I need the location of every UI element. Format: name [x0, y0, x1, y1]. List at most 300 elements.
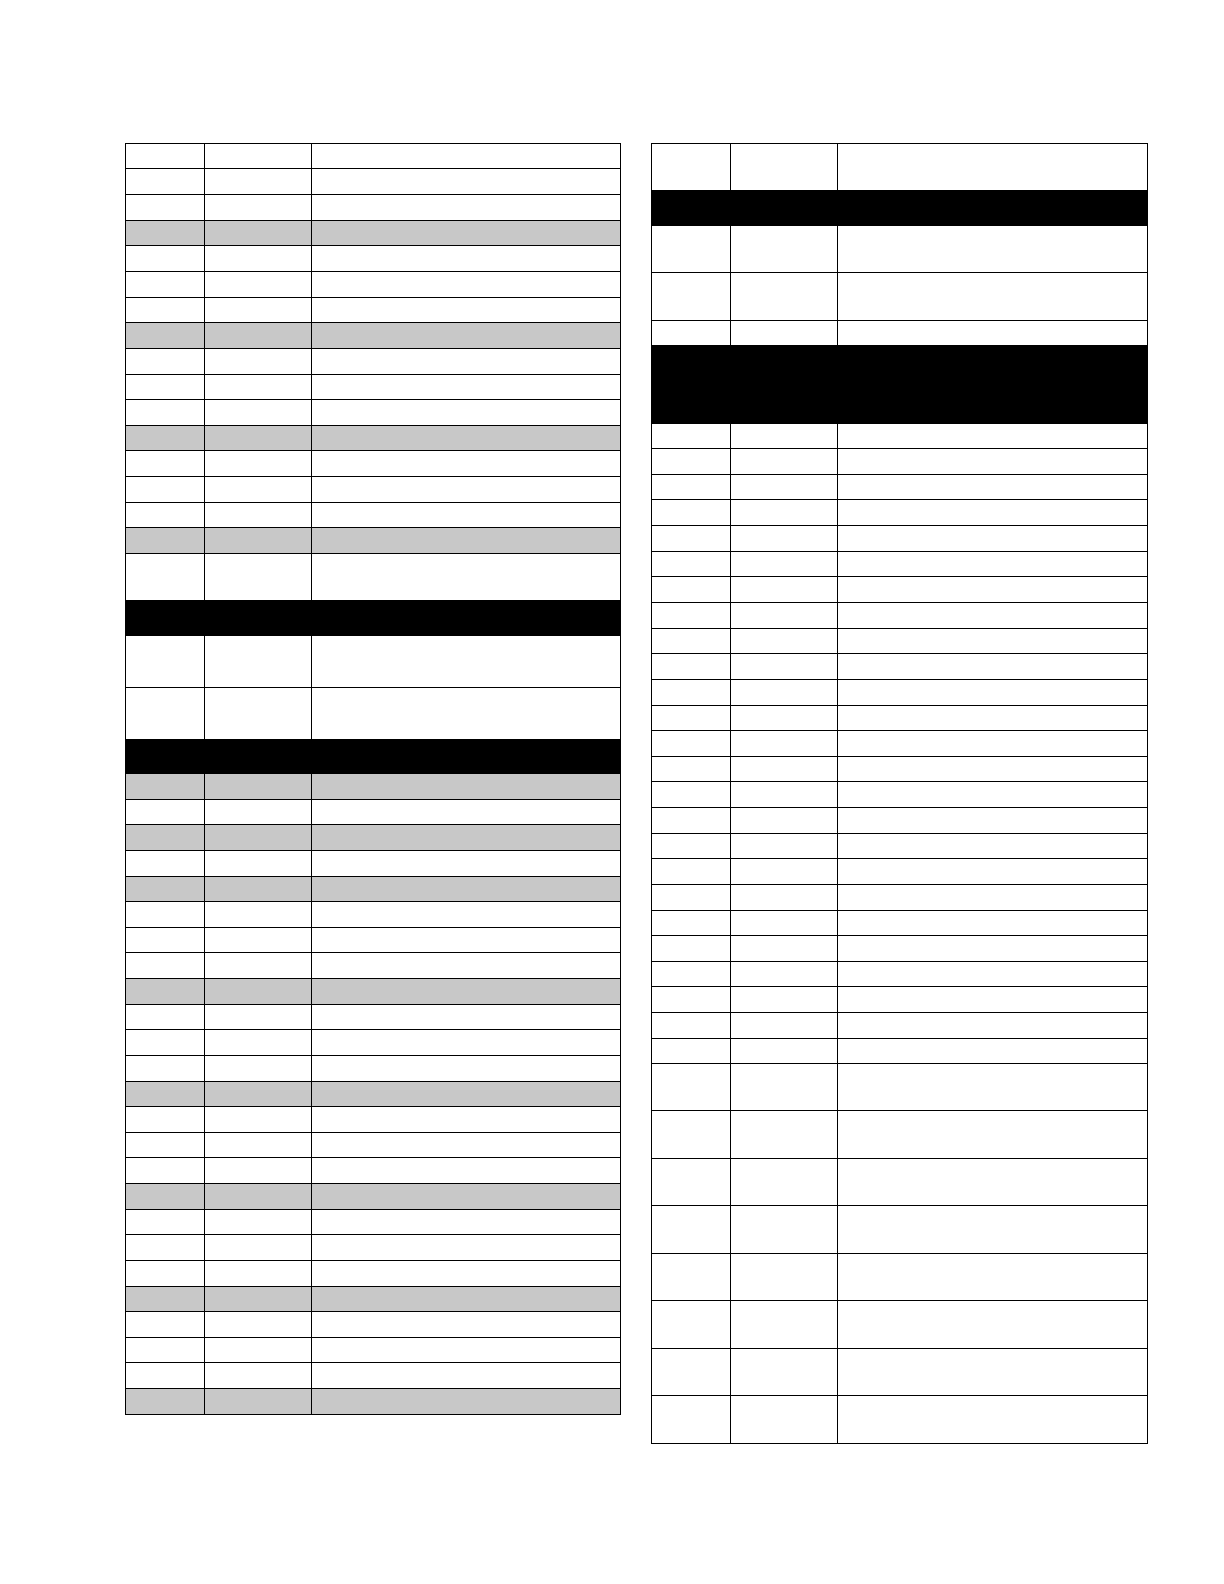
left-cell-col1	[126, 928, 205, 953]
right-row-plain	[652, 603, 1148, 629]
right-cell-col1	[652, 1206, 731, 1254]
right-row-plain	[652, 226, 1148, 273]
left-cell-col1	[126, 1210, 205, 1235]
left-cell-col3	[312, 1312, 621, 1338]
left-cell-col3	[312, 774, 621, 800]
right-cell-col1	[652, 885, 731, 911]
right-cell-col3	[838, 859, 1148, 885]
left-row-shaded	[126, 426, 621, 451]
right-cell-col3	[838, 680, 1148, 706]
right-cell-col2	[731, 629, 838, 654]
left-row-plain	[126, 1056, 621, 1082]
right-cell-col1	[652, 273, 731, 321]
left-cell-col1	[126, 1287, 205, 1312]
right-row-plain	[652, 1159, 1148, 1206]
right-row-plain	[652, 475, 1148, 500]
left-cell-col2	[205, 323, 312, 349]
left-row-plain	[126, 1235, 621, 1261]
right-cell-col2	[731, 859, 838, 885]
left-cell-col1	[126, 272, 205, 298]
right-cell-col1	[652, 526, 731, 552]
right-cell-col3	[838, 731, 1148, 757]
left-cell-col3	[312, 636, 621, 688]
left-cell-col1	[126, 221, 205, 246]
right-cell-col3	[838, 577, 1148, 603]
right-row-plain	[652, 885, 1148, 911]
right-cell-col2	[731, 808, 838, 834]
right-cell-col1	[652, 936, 731, 962]
left-row-plain	[126, 349, 621, 375]
left-row-plain	[126, 928, 621, 953]
left-row-plain	[126, 1312, 621, 1338]
left-row-plain	[126, 400, 621, 426]
right-cell-col1	[652, 706, 731, 731]
left-cell-col1	[126, 503, 205, 528]
left-cell-col2	[205, 774, 312, 800]
right-row-plain	[652, 1349, 1148, 1396]
left-cell-col1	[126, 1133, 205, 1158]
right-cell-col1	[652, 808, 731, 834]
right-cell-col2	[731, 500, 838, 526]
left-cell-col1	[126, 246, 205, 272]
left-row-shaded	[126, 774, 621, 800]
right-cell-col1	[652, 1013, 731, 1039]
left-cell-col1	[126, 877, 205, 902]
right-cell-col1	[652, 577, 731, 603]
left-cell-col1	[126, 400, 205, 426]
left-cell-col1	[126, 1261, 205, 1287]
right-row-plain	[652, 654, 1148, 680]
right-row-plain	[652, 808, 1148, 834]
left-cell-col2	[205, 1082, 312, 1107]
right-cell-col1	[652, 1254, 731, 1301]
left-row-plain	[126, 554, 621, 601]
right-cell-col1	[652, 1349, 731, 1396]
right-cell-col3	[838, 552, 1148, 577]
left-cell-col3	[312, 928, 621, 953]
right-cell-col1	[652, 424, 731, 449]
left-cell-col2	[205, 1338, 312, 1363]
right-cell-col1	[652, 321, 731, 346]
right-cell-col3	[838, 706, 1148, 731]
right-row-plain	[652, 449, 1148, 475]
right-cell-col3	[838, 603, 1148, 629]
left-row-plain	[126, 477, 621, 503]
right-cell-col1	[652, 1301, 731, 1349]
right-cell-col2	[731, 1159, 838, 1206]
right-cell-col1	[652, 144, 731, 191]
left-row-shaded	[126, 1184, 621, 1210]
left-row-plain	[126, 800, 621, 825]
left-cell-col1	[126, 1158, 205, 1184]
right-cell-col1	[652, 603, 731, 629]
left-cell-col2	[205, 144, 312, 169]
right-cell-col3	[838, 500, 1148, 526]
left-cell-col1	[126, 953, 205, 979]
left-cell-col2	[205, 503, 312, 528]
right-cell-col3	[838, 226, 1148, 273]
left-row-plain	[126, 503, 621, 528]
right-cell-col2	[731, 987, 838, 1013]
right-row-plain	[652, 680, 1148, 706]
left-row-shaded	[126, 825, 621, 851]
left-cell-col2	[205, 221, 312, 246]
left-cell-col1	[126, 477, 205, 503]
left-cell-col3	[312, 144, 621, 169]
left-cell-col2	[205, 298, 312, 323]
left-cell-col2	[205, 877, 312, 902]
left-cell-col3	[312, 1338, 621, 1363]
right-cell-col1	[652, 449, 731, 475]
left-cell-col2	[205, 1030, 312, 1056]
left-row-shaded	[126, 1082, 621, 1107]
right-cell-col2	[731, 885, 838, 911]
left-cell-col2	[205, 1235, 312, 1261]
right-cell-col2	[731, 449, 838, 475]
left-cell-col2	[205, 246, 312, 272]
right-row-plain	[652, 629, 1148, 654]
left-row-dark	[126, 740, 621, 774]
right-row-plain	[652, 706, 1148, 731]
left-cell-col2	[205, 1184, 312, 1210]
left-cell-col1	[126, 451, 205, 477]
left-row-plain	[126, 636, 621, 688]
right-cell-col3	[838, 987, 1148, 1013]
left-cell-col3	[312, 400, 621, 426]
left-cell-col3	[312, 195, 621, 221]
right-row-plain	[652, 962, 1148, 987]
left-cell-col1	[126, 902, 205, 928]
right-section-bar	[652, 346, 1148, 424]
right-cell-col2	[731, 1396, 838, 1444]
left-cell-col1	[126, 979, 205, 1005]
right-row-dark	[652, 191, 1148, 226]
right-row-plain	[652, 987, 1148, 1013]
left-cell-col2	[205, 1056, 312, 1082]
right-cell-col2	[731, 936, 838, 962]
left-cell-col2	[205, 800, 312, 825]
right-row-plain	[652, 1039, 1148, 1064]
right-cell-col2	[731, 1111, 838, 1159]
left-cell-col2	[205, 636, 312, 688]
right-cell-col2	[731, 577, 838, 603]
left-row-plain	[126, 851, 621, 877]
left-cell-col3	[312, 451, 621, 477]
right-cell-col1	[652, 987, 731, 1013]
left-cell-col2	[205, 1005, 312, 1030]
right-cell-col1	[652, 1159, 731, 1206]
right-cell-col1	[652, 1064, 731, 1111]
right-cell-col2	[731, 1013, 838, 1039]
right-cell-col2	[731, 226, 838, 273]
left-row-plain	[126, 169, 621, 195]
left-cell-col2	[205, 953, 312, 979]
right-cell-col1	[652, 782, 731, 808]
right-cell-col2	[731, 1039, 838, 1064]
left-cell-col1	[126, 375, 205, 400]
left-cell-col2	[205, 169, 312, 195]
left-cell-col3	[312, 528, 621, 554]
left-row-plain	[126, 144, 621, 169]
left-cell-col2	[205, 1389, 312, 1415]
left-cell-col3	[312, 298, 621, 323]
left-cell-col3	[312, 688, 621, 740]
left-cell-col2	[205, 195, 312, 221]
left-cell-col2	[205, 528, 312, 554]
right-cell-col3	[838, 1064, 1148, 1111]
right-cell-col3	[838, 834, 1148, 859]
left-cell-col3	[312, 800, 621, 825]
right-row-plain	[652, 424, 1148, 449]
left-cell-col2	[205, 451, 312, 477]
left-grid-body	[126, 144, 621, 1415]
left-cell-col2	[205, 1287, 312, 1312]
left-cell-col3	[312, 272, 621, 298]
right-grid-table	[651, 143, 1148, 1444]
left-cell-col1	[126, 349, 205, 375]
right-cell-col2	[731, 680, 838, 706]
right-cell-col3	[838, 1206, 1148, 1254]
right-cell-col3	[838, 885, 1148, 911]
left-row-plain	[126, 1133, 621, 1158]
left-cell-col3	[312, 851, 621, 877]
right-cell-col3	[838, 1013, 1148, 1039]
right-cell-col1	[652, 757, 731, 782]
left-cell-col3	[312, 1056, 621, 1082]
left-row-plain	[126, 1338, 621, 1363]
left-cell-col3	[312, 221, 621, 246]
left-cell-col3	[312, 1363, 621, 1389]
left-cell-col3	[312, 1133, 621, 1158]
left-grid-table	[125, 143, 621, 1415]
left-cell-col1	[126, 1363, 205, 1389]
left-cell-col2	[205, 272, 312, 298]
right-cell-col1	[652, 226, 731, 273]
left-cell-col3	[312, 902, 621, 928]
left-section-bar	[126, 740, 621, 774]
right-row-plain	[652, 144, 1148, 191]
right-row-plain	[652, 1111, 1148, 1159]
left-cell-col1	[126, 426, 205, 451]
left-cell-col3	[312, 1082, 621, 1107]
left-cell-col1	[126, 688, 205, 740]
left-cell-col3	[312, 877, 621, 902]
right-cell-col3	[838, 526, 1148, 552]
left-cell-col3	[312, 1389, 621, 1415]
right-cell-col2	[731, 731, 838, 757]
right-cell-col1	[652, 962, 731, 987]
right-cell-col2	[731, 706, 838, 731]
right-cell-col2	[731, 526, 838, 552]
right-row-plain	[652, 911, 1148, 936]
left-cell-col3	[312, 503, 621, 528]
left-cell-col1	[126, 825, 205, 851]
right-cell-col1	[652, 475, 731, 500]
left-row-plain	[126, 272, 621, 298]
left-row-plain	[126, 1107, 621, 1133]
left-cell-col1	[126, 195, 205, 221]
right-cell-col2	[731, 424, 838, 449]
right-row-plain	[652, 1206, 1148, 1254]
right-cell-col1	[652, 1039, 731, 1064]
left-cell-col1	[126, 1312, 205, 1338]
right-row-plain	[652, 859, 1148, 885]
right-cell-col2	[731, 552, 838, 577]
right-cell-col2	[731, 1206, 838, 1254]
right-cell-col2	[731, 321, 838, 346]
left-cell-col2	[205, 375, 312, 400]
right-cell-col3	[838, 1396, 1148, 1444]
left-cell-col3	[312, 1287, 621, 1312]
left-cell-col3	[312, 825, 621, 851]
left-row-dark	[126, 601, 621, 636]
right-cell-col3	[838, 654, 1148, 680]
left-cell-col1	[126, 851, 205, 877]
left-row-plain	[126, 1363, 621, 1389]
left-cell-col2	[205, 928, 312, 953]
left-cell-col1	[126, 528, 205, 554]
left-cell-col2	[205, 902, 312, 928]
left-row-shaded	[126, 528, 621, 554]
left-cell-col2	[205, 554, 312, 601]
right-cell-col2	[731, 144, 838, 191]
right-cell-col2	[731, 654, 838, 680]
right-row-plain	[652, 1301, 1148, 1349]
right-row-plain	[652, 1396, 1148, 1444]
right-cell-col2	[731, 911, 838, 936]
left-cell-col1	[126, 1235, 205, 1261]
left-row-shaded	[126, 877, 621, 902]
right-row-plain	[652, 577, 1148, 603]
left-cell-col1	[126, 1056, 205, 1082]
left-cell-col1	[126, 1107, 205, 1133]
left-cell-col3	[312, 979, 621, 1005]
right-cell-col1	[652, 859, 731, 885]
right-cell-col3	[838, 449, 1148, 475]
right-cell-col3	[838, 1159, 1148, 1206]
right-row-plain	[652, 273, 1148, 321]
right-cell-col2	[731, 603, 838, 629]
right-cell-col2	[731, 1064, 838, 1111]
right-cell-col1	[652, 680, 731, 706]
left-cell-col2	[205, 1363, 312, 1389]
right-cell-col3	[838, 144, 1148, 191]
right-row-plain	[652, 757, 1148, 782]
right-cell-col2	[731, 834, 838, 859]
right-cell-col2	[731, 273, 838, 321]
right-row-plain	[652, 321, 1148, 346]
left-cell-col1	[126, 1184, 205, 1210]
right-cell-col2	[731, 1301, 838, 1349]
right-cell-col3	[838, 475, 1148, 500]
left-row-plain	[126, 902, 621, 928]
left-cell-col2	[205, 688, 312, 740]
right-cell-col1	[652, 1396, 731, 1444]
right-cell-col1	[652, 911, 731, 936]
right-cell-col1	[652, 731, 731, 757]
right-cell-col1	[652, 500, 731, 526]
left-cell-col3	[312, 169, 621, 195]
left-row-plain	[126, 1005, 621, 1030]
left-cell-col3	[312, 246, 621, 272]
left-cell-col2	[205, 400, 312, 426]
right-cell-col3	[838, 1111, 1148, 1159]
left-row-plain	[126, 451, 621, 477]
left-row-plain	[126, 1158, 621, 1184]
left-row-shaded	[126, 221, 621, 246]
left-cell-col2	[205, 1312, 312, 1338]
left-cell-col2	[205, 349, 312, 375]
right-cell-col2	[731, 962, 838, 987]
right-cell-col3	[838, 1301, 1148, 1349]
left-cell-col3	[312, 1005, 621, 1030]
right-cell-col1	[652, 552, 731, 577]
left-row-shaded	[126, 1389, 621, 1415]
left-cell-col1	[126, 169, 205, 195]
right-grid-body	[652, 144, 1148, 1444]
right-cell-col2	[731, 782, 838, 808]
left-cell-col1	[126, 1389, 205, 1415]
right-row-plain	[652, 936, 1148, 962]
left-section-bar	[126, 601, 621, 636]
left-cell-col3	[312, 1235, 621, 1261]
right-row-plain	[652, 526, 1148, 552]
left-row-plain	[126, 1210, 621, 1235]
right-cell-col3	[838, 911, 1148, 936]
left-cell-col1	[126, 1005, 205, 1030]
left-cell-col3	[312, 477, 621, 503]
left-cell-col1	[126, 554, 205, 601]
left-cell-col1	[126, 1030, 205, 1056]
right-cell-col3	[838, 936, 1148, 962]
right-cell-col1	[652, 1111, 731, 1159]
left-cell-col1	[126, 298, 205, 323]
left-row-plain	[126, 195, 621, 221]
right-cell-col3	[838, 1039, 1148, 1064]
right-cell-col3	[838, 424, 1148, 449]
right-cell-col2	[731, 757, 838, 782]
right-cell-col3	[838, 629, 1148, 654]
right-cell-col3	[838, 1254, 1148, 1301]
right-row-plain	[652, 1254, 1148, 1301]
left-cell-col2	[205, 1107, 312, 1133]
left-row-plain	[126, 246, 621, 272]
left-row-shaded	[126, 979, 621, 1005]
right-row-plain	[652, 731, 1148, 757]
right-cell-col1	[652, 629, 731, 654]
right-cell-col3	[838, 808, 1148, 834]
right-row-plain	[652, 500, 1148, 526]
right-row-plain	[652, 1013, 1148, 1039]
right-cell-col3	[838, 782, 1148, 808]
right-cell-col3	[838, 962, 1148, 987]
left-cell-col1	[126, 774, 205, 800]
right-row-plain	[652, 1064, 1148, 1111]
left-row-plain	[126, 375, 621, 400]
left-cell-col2	[205, 979, 312, 1005]
left-cell-col3	[312, 1158, 621, 1184]
left-cell-col2	[205, 477, 312, 503]
left-cell-col2	[205, 825, 312, 851]
left-cell-col1	[126, 1082, 205, 1107]
left-row-plain	[126, 688, 621, 740]
right-row-plain	[652, 782, 1148, 808]
left-row-plain	[126, 1261, 621, 1287]
left-cell-col3	[312, 1107, 621, 1133]
left-row-shaded	[126, 1287, 621, 1312]
left-cell-col2	[205, 1133, 312, 1158]
left-row-shaded	[126, 323, 621, 349]
